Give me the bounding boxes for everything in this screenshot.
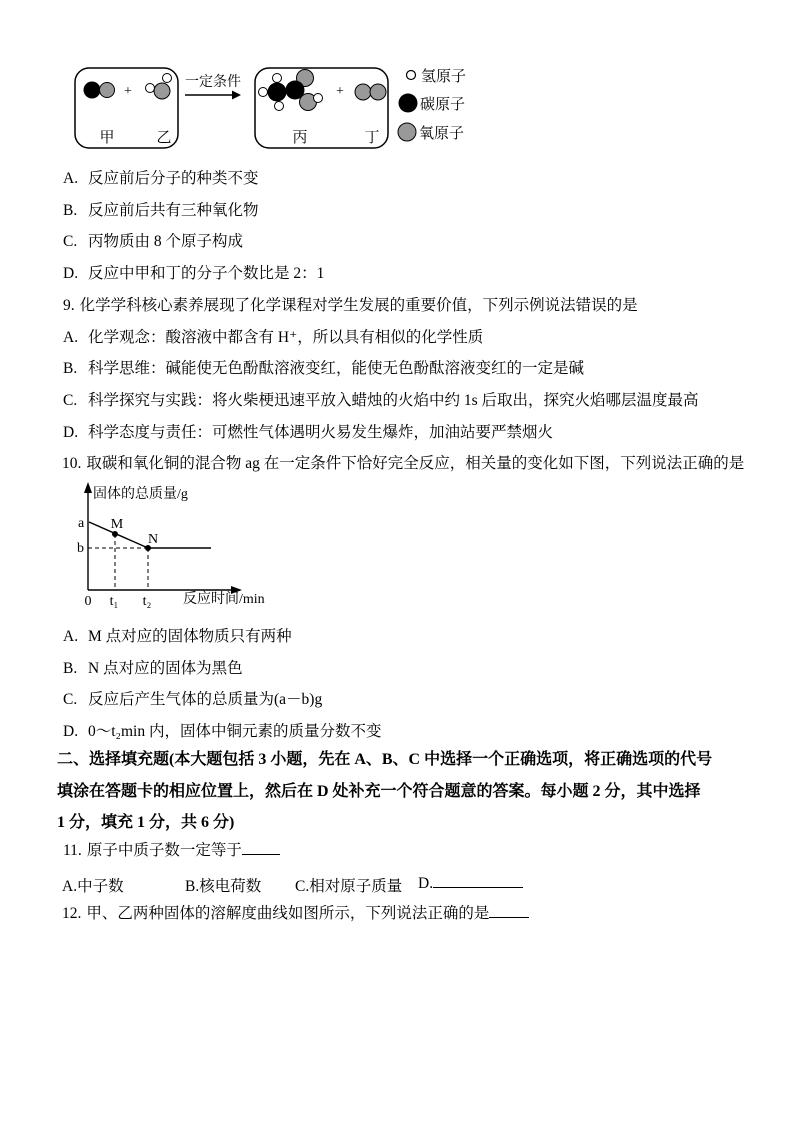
point-M-label: M <box>110 517 124 532</box>
section-line-3: 1 分，填充 1 分，共 6 分) <box>57 814 235 831</box>
hydrogen-atom-icon <box>275 102 284 111</box>
option-label: C. <box>63 392 78 410</box>
x-axis-label: 反应时间/min <box>183 592 265 607</box>
option-label: A. <box>63 628 79 645</box>
q8-option-c <box>63 226 324 258</box>
q9-option-c <box>63 385 699 417</box>
option-text: 反应中甲和丁的分子个数比是 2：1 <box>88 265 325 283</box>
q9-option-a <box>63 322 699 354</box>
tick-a: a <box>78 516 85 531</box>
tick-t1: t₁ <box>109 594 119 609</box>
q9-option-b <box>63 353 699 385</box>
option-text: 核电荷数 <box>199 878 262 895</box>
q12-stem <box>62 904 529 924</box>
q8-option-b <box>63 195 324 227</box>
hydrogen-atom-icon <box>314 94 323 103</box>
q9-stem <box>63 290 699 322</box>
oxygen-atom-icon <box>398 123 416 141</box>
carbon-atom-icon <box>268 83 287 102</box>
option-text: 0～t₂min 内，固体中铜元素的质量分数不变 <box>88 723 382 741</box>
q8-reaction-diagram <box>60 58 490 165</box>
q11-option-b <box>185 874 261 896</box>
label-ding: 丁 <box>364 130 380 146</box>
option-text: 科学探究与实践：将火柴梗迅速平放入蜡烛的火焰中约 1s 后取出，探究火焰哪层温度最高 <box>88 392 699 410</box>
oxygen-atom-icon <box>355 84 371 100</box>
q11-option-d <box>418 874 523 893</box>
option-label: B. <box>185 878 200 895</box>
arrow-head <box>232 91 241 100</box>
option-text: 相对原子质量 <box>309 878 403 895</box>
question-text: 甲、乙两种固体的溶解度曲线如图所示，下列说法正确的是 <box>86 905 490 922</box>
question-number: 12. <box>62 905 82 922</box>
option-label: C. <box>63 691 78 709</box>
q10-options <box>63 621 381 748</box>
question-9 <box>63 290 699 449</box>
reactant-box <box>75 68 178 148</box>
tick-origin: 0 <box>84 594 92 609</box>
q11-options <box>62 874 622 896</box>
hydrogen-atom-icon <box>146 84 155 93</box>
q10-stem <box>62 448 744 480</box>
section-line-1: 二、选择填充题(本大题包括 3 小题，先在 A、B、C 中选择一个正确选项，将正确选项的代号 <box>57 751 713 768</box>
legend-hydrogen-label: 氢原子 <box>421 69 467 85</box>
plus-sign: + <box>336 84 344 99</box>
hydrogen-atom-icon <box>163 74 172 83</box>
hydrogen-atom-icon <box>259 88 268 97</box>
q11-option-a <box>62 874 124 896</box>
reaction-diagram-svg <box>60 58 490 160</box>
option-label: A. <box>63 170 79 187</box>
q11-stem <box>63 841 280 861</box>
q8-option-d <box>63 258 324 290</box>
tick-t2: t₂ <box>142 594 152 609</box>
option-text: 反应前后分子的种类不变 <box>88 170 259 187</box>
option-text: 中子数 <box>77 878 124 895</box>
point-N-label: N <box>147 532 159 547</box>
option-label: A. <box>63 328 79 346</box>
legend-carbon-label: 碳原子 <box>420 97 466 113</box>
question-text: 取碳和氧化铜的混合物 ag 在一定条件下恰好完全反应，相关量的变化如下图，下列说法正确的是 <box>86 455 745 472</box>
option-text: 丙物质由 8 个原子构成 <box>88 233 244 251</box>
oxygen-atom-icon <box>370 84 386 100</box>
fill-in-blank <box>489 904 529 918</box>
option-text: 科学态度与责任：可燃性气体遇明火易发生爆炸，加油站要严禁烟火 <box>88 423 554 441</box>
option-text: 反应后产生气体的总质量为(a－b)g <box>88 691 323 709</box>
q10-option-c <box>63 684 381 716</box>
hydrogen-atom-icon <box>407 71 416 80</box>
label-yi: 乙 <box>156 130 172 146</box>
carbon-atom-icon <box>399 94 418 113</box>
oxygen-atom-icon <box>100 83 115 98</box>
question-number: 11. <box>63 842 82 859</box>
question-text: 化学学科核心素养展现了化学课程对学生发展的重要价值，下列示例说法错误的是 <box>79 297 638 314</box>
y-axis-arrow <box>84 482 92 493</box>
option-label: B. <box>63 659 78 677</box>
option-text: 科学思维：碱能使无色酚酞溶液变红，能使无色酚酞溶液变红的一定是碱 <box>88 360 585 378</box>
option-label: D. <box>63 265 79 283</box>
carbon-atom-icon <box>84 82 101 99</box>
atom-legend <box>398 68 466 142</box>
y-axis-label: 固体的总质量/g <box>93 487 188 502</box>
option-text: 化学观念：酸溶液中都含有 H⁺，所以具有相似的化学性质 <box>88 328 484 346</box>
section-2-heading <box>57 744 712 839</box>
question-text: 原子中质子数一定等于 <box>86 842 242 859</box>
option-label: C. <box>63 233 78 251</box>
section-line-2: 填涂在答题卡的相应位置上，然后在 D 处补充一个符合题意的答案。每小题 2 分，其中选择 <box>57 782 701 800</box>
option-text: M 点对应的固体物质只有两种 <box>88 628 292 645</box>
option-text: 反应前后共有三种氧化物 <box>88 201 259 219</box>
q10-option-b <box>63 653 381 685</box>
fill-in-blank <box>242 841 280 855</box>
option-label: C. <box>295 878 310 895</box>
product-box <box>255 68 388 148</box>
option-text: N 点对应的固体为黑色 <box>88 659 243 677</box>
tick-b: b <box>77 541 84 556</box>
option-label: B. <box>63 360 78 378</box>
option-label: A. <box>62 878 78 895</box>
fill-in-blank <box>433 874 523 888</box>
label-bing: 丙 <box>292 130 308 146</box>
q8-option-a <box>63 163 324 195</box>
q8-options <box>63 163 324 290</box>
mass-time-chart <box>75 482 285 614</box>
label-jia: 甲 <box>99 130 115 146</box>
question-number: 10. <box>62 455 82 472</box>
oxygen-atom-icon <box>154 83 170 99</box>
q10-option-a <box>63 621 381 653</box>
option-label: D. <box>418 875 434 892</box>
option-label: D. <box>63 723 79 741</box>
condition-label: 一定条件 <box>185 75 241 90</box>
option-label: B. <box>63 201 78 219</box>
q9-option-d <box>63 417 699 449</box>
q11-option-c <box>295 874 402 896</box>
hydrogen-atom-icon <box>273 74 282 83</box>
option-label: D. <box>63 423 79 441</box>
plus-sign: + <box>124 84 132 99</box>
q10-graph <box>75 482 285 619</box>
legend-oxygen-label: 氧原子 <box>419 126 465 142</box>
reaction-arrow <box>185 74 241 100</box>
question-number: 9. <box>63 297 75 314</box>
